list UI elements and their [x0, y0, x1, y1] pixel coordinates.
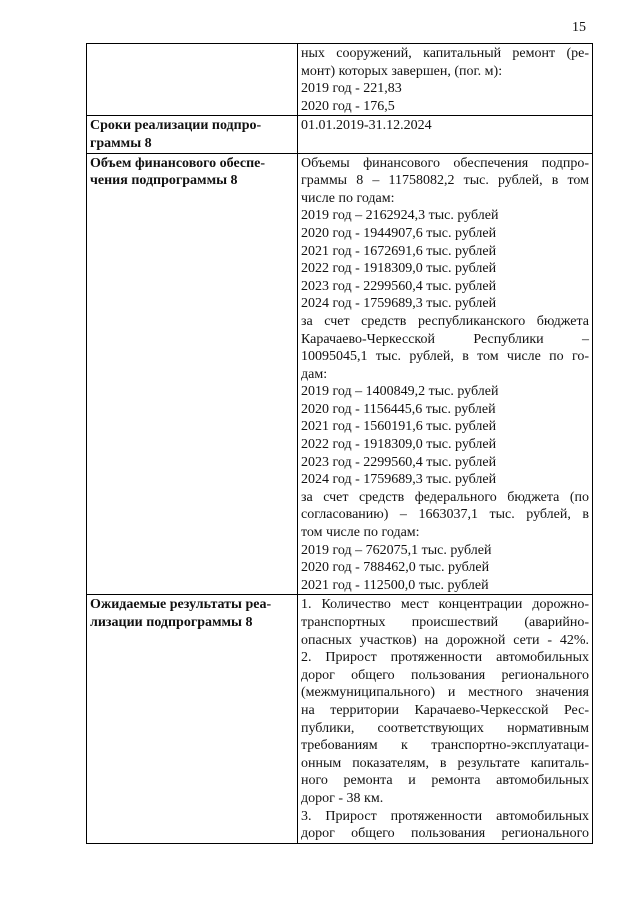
- value-line: за счет средств республиканского бюджета: [301, 313, 589, 329]
- row-label-cell: [87, 595, 298, 843]
- row-value-cell: [298, 116, 593, 153]
- value-line: 2021 год - 1672691,6 тыс. рублей: [301, 243, 497, 259]
- continuation-row: [87, 44, 593, 116]
- value-line: онным показателям, в результате капиталь-: [301, 755, 589, 771]
- value-line: 2024 год - 1759689,3 тыс. рублей: [301, 296, 497, 312]
- value-line: ных сооружений, капитальный ремонт (ре-: [301, 46, 589, 61]
- row-value-cell: [298, 595, 593, 843]
- value-line: 10095045,1 тыс. рублей, в том числе по го-: [301, 349, 589, 365]
- value-line: согласованию) – 1663037,1 тыс. рублей, в: [301, 507, 589, 523]
- label-line: Ожидаемые результаты реа-: [90, 597, 272, 613]
- value-line: 2. Прирост протяженности автомобильных: [301, 650, 589, 666]
- value-line: дорог общего пользования регионального: [301, 826, 589, 842]
- value-line: 2019 год – 1400849,2 тыс. рублей: [301, 384, 499, 400]
- value-line: граммы 8 – 11758082,2 тыс. рублей, в том: [301, 173, 589, 189]
- value-line: 2023 год - 2299560,4 тыс. рублей: [301, 454, 497, 470]
- value-line: 2021 год - 1560191,6 тыс. рублей: [301, 419, 497, 435]
- label-line: Объем финансового обеспе-: [90, 155, 266, 171]
- implementation-period-row: [87, 116, 593, 153]
- row-label-cell: [87, 44, 298, 116]
- value-line: дорог - 38 км.: [301, 790, 384, 806]
- value-line: 2020 год - 788462,0 тыс. рублей: [301, 560, 490, 576]
- value-line: 1. Количество мест концентрации дорожно-: [301, 597, 589, 613]
- value-line: монт) которых завершен, (пог. м):: [301, 63, 503, 79]
- value-line: том числе по годам:: [301, 525, 420, 541]
- label-line: граммы 8: [90, 135, 152, 151]
- value-line: Объемы финансового обеспечения подпро-: [301, 155, 589, 171]
- financing-volume-row: [87, 153, 593, 595]
- value-line: 2020 год - 1944907,6 тыс. рублей: [301, 225, 497, 241]
- value-line: Карачаево-Черкесской Республики –: [301, 331, 589, 347]
- value-line: 2022 год - 1918309,0 тыс. рублей: [301, 261, 497, 277]
- value-line: 2020 год - 176,5: [301, 98, 395, 114]
- page-number: 15: [572, 20, 586, 35]
- value-line: 01.01.2019-31.12.2024: [301, 118, 432, 134]
- value-line: на территории Карачаево-Черкесской Рес-: [301, 702, 589, 718]
- row-label-cell: [87, 116, 298, 153]
- value-line: дорог общего пользования регионального: [301, 667, 589, 683]
- value-line: транспортных происшествий (аварийно-: [301, 615, 589, 630]
- value-line: 2022 год - 1918309,0 тыс. рублей: [301, 437, 497, 453]
- value-line: 2019 год - 221,83: [301, 81, 402, 97]
- value-line: 2021 год - 112500,0 тыс. рублей: [301, 577, 489, 593]
- value-line: 2019 год – 2162924,3 тыс. рублей: [301, 208, 499, 224]
- value-line: 2019 год – 762075,1 тыс. рублей: [301, 542, 492, 558]
- value-line: публики, соответствующих нормативным: [301, 720, 589, 736]
- value-line: числе по годам:: [301, 190, 395, 206]
- value-line: за счет средств федерального бюджета (по: [301, 489, 589, 505]
- value-line: требованиям к транспортно-эксплуатаци-: [301, 738, 589, 754]
- label-line: Сроки реализации подпро-: [90, 118, 262, 134]
- value-line: опасных участков) на дорожной сети - 42%.: [301, 632, 589, 648]
- subprogram-passport-table: [86, 43, 593, 844]
- value-line: 2020 год - 1156445,6 тыс. рублей: [301, 401, 496, 417]
- value-line: 2023 год - 2299560,4 тыс. рублей: [301, 278, 497, 294]
- value-line: 2024 год - 1759689,3 тыс. рублей: [301, 472, 497, 488]
- value-line: (межмуниципального) и местного значения: [301, 685, 589, 701]
- row-value-cell: [298, 44, 593, 116]
- label-line: лизации подпрограммы 8: [90, 615, 253, 630]
- value-line: дам:: [301, 366, 328, 382]
- value-line: 3. Прирост протяженности автомобильных: [301, 808, 589, 824]
- expected-results-row: [87, 595, 593, 843]
- value-line: ного ремонта и ремонта автомобильных: [301, 773, 589, 789]
- row-label-cell: [87, 153, 298, 595]
- row-value-cell: [298, 153, 593, 595]
- label-line: чения подпрограммы 8: [90, 173, 238, 189]
